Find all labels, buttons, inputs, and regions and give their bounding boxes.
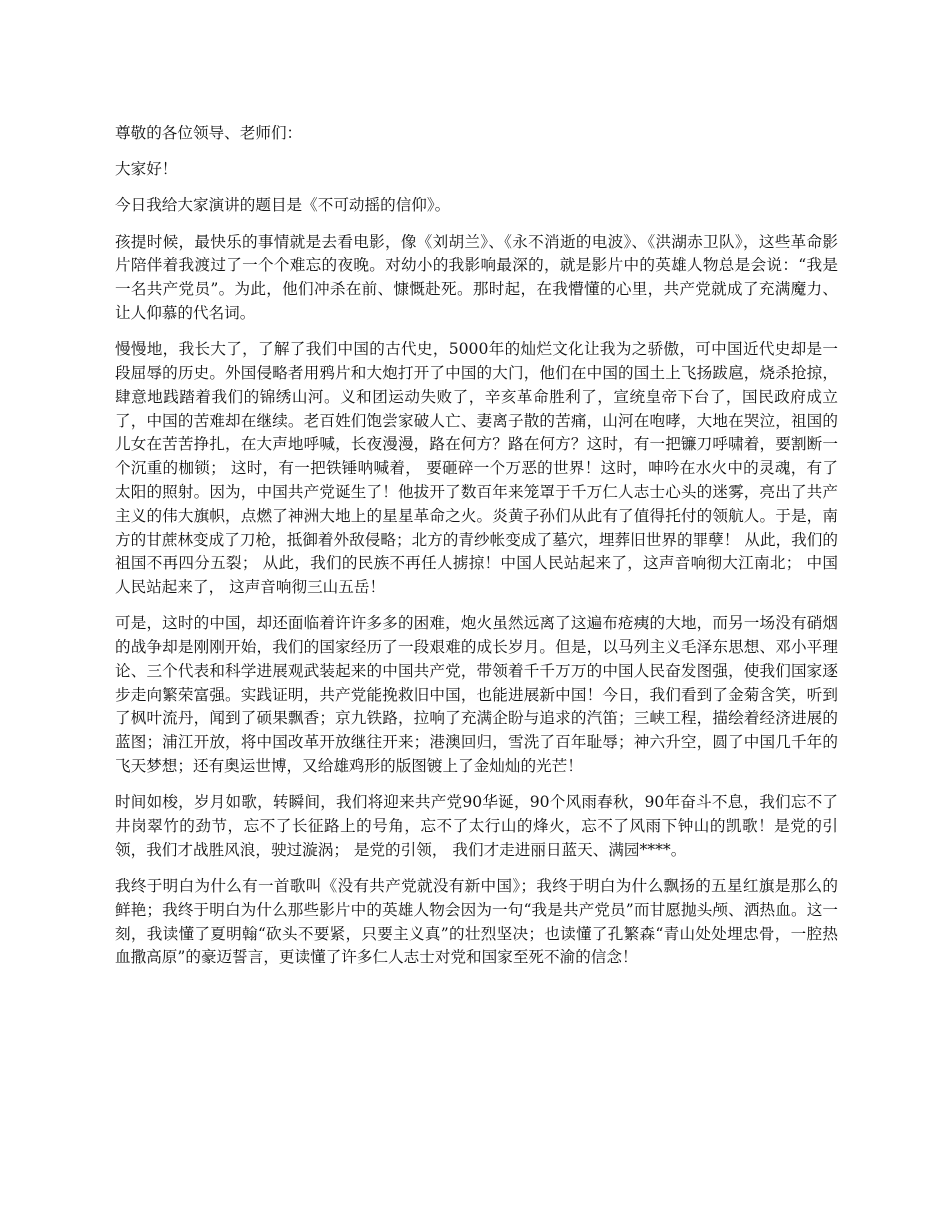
salutation: 尊敬的各位领导、老师们： (115, 124, 303, 142)
greeting: 大家好！ (115, 160, 178, 179)
paragraph-development: 可是，这时的中国，却还面临着许许多多的困难，炮火虽然远离了这遍布疮痍的大地，而另一场没有硝烟的战争却是刚刚开始，我们的国家经历了一段艰难的成长岁月。但是，以马列主义毛泽东思想、邓小平理论、三个代表和科学进展观武装起来的中国共产党，带领着千千万万的中国人民奋发图强，使我们国家逐步走向繁荣富强。实践证明，共产党能挽救旧中国，也能进展新中国！今日，我们看到了金菊含笑，听到了枫叶流丹，闻到了硕果飘香；京九铁路，拉响了充满企盼与追求的汽笛；三峡工程，描绘着经济进展的蓝图；浦江开放，将中国改革开放继往开来；港澳回归，雪洗了百年耻辱；神六升空，圆了中国几千年的飞天梦想；还有奥运世博，又给雄鸡形的版图镀上了金灿灿的光芒！ (115, 614, 838, 776)
paragraph-understanding: 我终于明白为什么有一首歌叫《没有共产党就没有新中国》；我终于明白为什么飘扬的五星红旗是那么的鲜艳；我终于明白为什么那些影片中的英雄人物会因为一句“我是共产党员”而甘愿抛头颅、洒热血。这一刻，我读懂了夏明翰“砍头不要紧，只要主义真”的壮烈坚决；也读懂了孔繁森“青山处处埋忠骨，一腔热血撒高原”的豪迈誓言，更读懂了许多仁人志士对党和国家至死不渝的信念！ (115, 877, 838, 967)
speech-body (115, 122, 838, 983)
paragraph-childhood: 孩提时候，最快乐的事情就是去看电影，像《刘胡兰》、《永不消逝的电波》、《洪湖赤卫队》，这些革命影片陪伴着我渡过了一个个难忘的夜晚。对幼小的我影响最深的，就是影片中的英雄人物总是会说：“我是一名共产党员”。为此，他们冲杀在前、慷慨赴死。那时起，在我懵懂的心里，共产党就成了充满魔力、让人仰慕的代名词。 (115, 232, 838, 322)
speech-title-line: 今日我给大家演讲的题目是《不可动摇的信仰》。 (115, 196, 451, 215)
paragraph-history: 慢慢地，我长大了，了解了我们中国的古代史，5000年的灿烂文化让我为之骄傲，可中国近代史却是一段屈辱的历史。外国侵略者用鸦片和大炮打开了中国的大门，他们在中国的国土上飞扬跋扈，烧杀抢掠，肆意地践踏着我们的锦绣山河。义和团运动失败了，辛亥革命胜利了，宣统皇帝下台了，国民政府成立了，中国的苦难却在继续。老百姓们饱尝家破人亡、妻离子散的苦痛，山河在咆哮，大地在哭泣，祖国的儿女在苦苦挣扎，在大声地呼喊，长夜漫漫，路在何方？路在何方？这时，有一把镰刀呼啸着，要割断一个沉重的枷锁； 这时，有一把铁锤呐喊着， 要砸碎一个万恶的世界！这时，呻吟在水火中的灵魂，有了太阳的照射。因为，中国共产党诞生了！他拔开了数百年来笼罩于千万仁人志士心头的迷雾，亮出了共产主义的伟大旗帜，点燃了神洲大地上的星星革命之火。炎黄子孙们从此有了值得托付的领航人。于是，南方的甘蔗林变成了刀枪，抵御着外敌侵略；北方的青纱帐变成了墓穴，埋葬旧世界的罪孽！ 从此，我们的祖国不再四分五裂； 从此，我们的民族不再任人掳掠！中国人民站起来了，这声音响彻大江南北； 中国人民站起来了， 这声音响彻三山五岳！ (115, 340, 838, 597)
paragraph-anniversary: 时间如梭，岁月如歌，转瞬间，我们将迎来共产党90华诞，90个风雨春秋，90年奋斗不息，我们忘不了井岗翠竹的劲节，忘不了长征路上的号角，忘不了太行山的烽火，忘不了风雨下钟山的凯歌！是党的引领，我们才战胜风浪，驶过漩涡； 是党的引领， 我们才走进丽日蓝天、满园****。 (115, 793, 838, 859)
